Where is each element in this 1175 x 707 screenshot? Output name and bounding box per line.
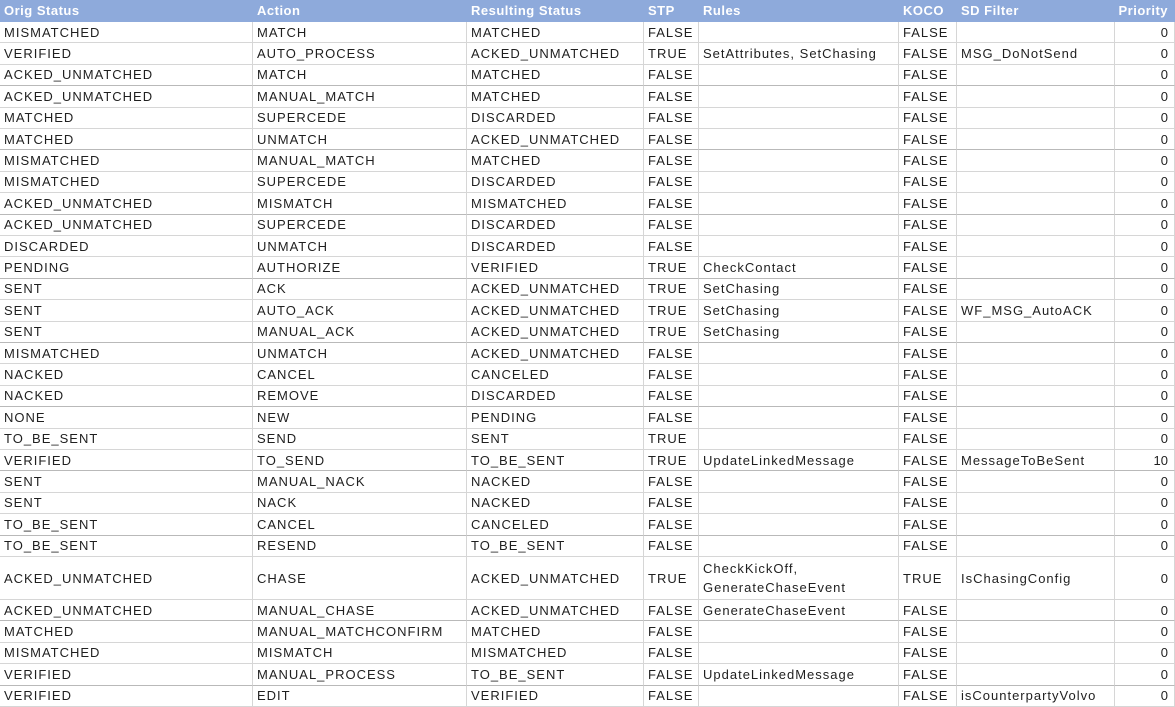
sd-filter-cell[interactable] [957, 429, 1115, 450]
action-cell[interactable]: MANUAL_ACK [253, 322, 467, 343]
table-row [0, 664, 1175, 685]
orig-status-cell[interactable]: SENT [0, 493, 253, 514]
table-row [0, 279, 1175, 300]
orig-status-cell[interactable]: ACKED_UNMATCHED [0, 557, 253, 600]
priority-cell[interactable]: 0 [1115, 108, 1175, 129]
priority-cell[interactable]: 0 [1115, 193, 1175, 214]
action-cell[interactable]: EDIT [253, 686, 467, 707]
sd-filter-cell[interactable] [957, 236, 1115, 257]
stp-cell[interactable]: FALSE [644, 236, 699, 257]
action-cell[interactable]: MANUAL_MATCH [253, 86, 467, 107]
action-cell[interactable]: MISMATCH [253, 193, 467, 214]
table-row [0, 22, 1175, 43]
rules-cell[interactable]: SetChasing [699, 322, 899, 343]
rules-cell[interactable] [699, 172, 899, 193]
koco-cell[interactable]: FALSE [899, 300, 957, 321]
action-cell[interactable]: SUPERCEDE [253, 172, 467, 193]
koco-cell[interactable]: FALSE [899, 322, 957, 343]
action-cell[interactable]: CANCEL [253, 514, 467, 535]
action-cell[interactable]: UNMATCH [253, 129, 467, 150]
koco-cell[interactable]: FALSE [899, 514, 957, 535]
orig-status-cell[interactable]: MISMATCHED [0, 150, 253, 171]
priority-cell[interactable]: 0 [1115, 493, 1175, 514]
rules-cell[interactable] [699, 643, 899, 664]
resulting-status-cell[interactable]: SENT [467, 429, 644, 450]
stp-cell[interactable]: FALSE [644, 493, 699, 514]
sd-filter-cell[interactable]: IsChasingConfig [957, 557, 1115, 600]
stp-cell[interactable]: FALSE [644, 364, 699, 385]
rules-cell[interactable] [699, 150, 899, 171]
stp-cell[interactable]: FALSE [644, 108, 699, 129]
resulting-status-cell[interactable]: VERIFIED [467, 257, 644, 278]
orig-status-cell[interactable]: NONE [0, 407, 253, 428]
koco-cell[interactable]: FALSE [899, 257, 957, 278]
orig-status-cell[interactable]: TO_BE_SENT [0, 514, 253, 535]
orig-status-cell[interactable]: ACKED_UNMATCHED [0, 65, 253, 86]
orig-status-cell[interactable]: NACKED [0, 364, 253, 385]
sd-filter-cell[interactable] [957, 343, 1115, 364]
orig-status-cell[interactable]: SENT [0, 300, 253, 321]
table-header-row [0, 0, 1175, 22]
header-priority[interactable]: Priority [1115, 0, 1175, 22]
priority-cell[interactable]: 0 [1115, 300, 1175, 321]
sd-filter-cell[interactable] [957, 514, 1115, 535]
stp-cell[interactable]: TRUE [644, 450, 699, 471]
table-row [0, 65, 1175, 86]
resulting-status-cell[interactable]: TO_BE_SENT [467, 536, 644, 557]
koco-cell[interactable]: FALSE [899, 407, 957, 428]
table-row [0, 471, 1175, 492]
koco-cell[interactable]: FALSE [899, 600, 957, 621]
stp-cell[interactable]: FALSE [644, 514, 699, 535]
resulting-status-cell[interactable]: MATCHED [467, 621, 644, 642]
rules-cell[interactable]: GenerateChaseEvent [699, 600, 899, 621]
stp-cell[interactable]: FALSE [644, 643, 699, 664]
action-cell[interactable]: MANUAL_PROCESS [253, 664, 467, 685]
priority-cell[interactable]: 0 [1115, 257, 1175, 278]
orig-status-cell[interactable]: VERIFIED [0, 686, 253, 707]
table-row [0, 43, 1175, 64]
resulting-status-cell[interactable]: MATCHED [467, 86, 644, 107]
priority-cell[interactable]: 0 [1115, 600, 1175, 621]
table-row [0, 364, 1175, 385]
stp-cell[interactable]: TRUE [644, 43, 699, 64]
sd-filter-cell[interactable] [957, 643, 1115, 664]
stp-cell[interactable]: FALSE [644, 65, 699, 86]
priority-cell[interactable]: 0 [1115, 279, 1175, 300]
koco-cell[interactable]: FALSE [899, 150, 957, 171]
rules-cell[interactable]: SetAttributes, SetChasing [699, 43, 899, 64]
priority-cell[interactable]: 0 [1115, 236, 1175, 257]
sd-filter-cell[interactable] [957, 257, 1115, 278]
rules-cell[interactable]: UpdateLinkedMessage [699, 664, 899, 685]
sd-filter-cell[interactable] [957, 215, 1115, 236]
resulting-status-cell[interactable]: DISCARDED [467, 386, 644, 407]
orig-status-cell[interactable]: SENT [0, 322, 253, 343]
action-cell[interactable]: NACK [253, 493, 467, 514]
koco-cell[interactable]: FALSE [899, 493, 957, 514]
resulting-status-cell[interactable]: TO_BE_SENT [467, 664, 644, 685]
priority-cell[interactable]: 0 [1115, 343, 1175, 364]
koco-cell[interactable]: FALSE [899, 43, 957, 64]
table-row [0, 322, 1175, 343]
action-cell[interactable]: SUPERCEDE [253, 215, 467, 236]
priority-cell[interactable]: 0 [1115, 86, 1175, 107]
resulting-status-cell[interactable]: ACKED_UNMATCHED [467, 322, 644, 343]
priority-cell[interactable]: 0 [1115, 536, 1175, 557]
rules-cell[interactable] [699, 429, 899, 450]
sd-filter-cell[interactable]: WF_MSG_AutoACK [957, 300, 1115, 321]
koco-cell[interactable]: FALSE [899, 279, 957, 300]
sd-filter-cell[interactable] [957, 407, 1115, 428]
resulting-status-cell[interactable]: ACKED_UNMATCHED [467, 557, 644, 600]
orig-status-cell[interactable]: MISMATCHED [0, 172, 253, 193]
sd-filter-cell[interactable] [957, 621, 1115, 642]
koco-cell[interactable]: TRUE [899, 557, 957, 600]
rules-cell[interactable] [699, 621, 899, 642]
resulting-status-cell[interactable]: MATCHED [467, 150, 644, 171]
sd-filter-cell[interactable] [957, 150, 1115, 171]
stp-cell[interactable]: TRUE [644, 557, 699, 600]
rules-cell[interactable] [699, 514, 899, 535]
orig-status-cell[interactable]: PENDING [0, 257, 253, 278]
priority-cell[interactable]: 0 [1115, 129, 1175, 150]
resulting-status-cell[interactable]: CANCELED [467, 364, 644, 385]
rules-cell[interactable] [699, 108, 899, 129]
rules-cell[interactable] [699, 65, 899, 86]
orig-status-cell[interactable]: NACKED [0, 386, 253, 407]
orig-status-cell[interactable]: VERIFIED [0, 664, 253, 685]
koco-cell[interactable]: FALSE [899, 664, 957, 685]
rules-cell[interactable] [699, 471, 899, 492]
action-cell[interactable]: CANCEL [253, 364, 467, 385]
action-cell[interactable]: CHASE [253, 557, 467, 600]
table-row [0, 193, 1175, 214]
table-row [0, 257, 1175, 278]
stp-cell[interactable]: FALSE [644, 471, 699, 492]
stp-cell[interactable]: FALSE [644, 193, 699, 214]
sd-filter-cell[interactable] [957, 322, 1115, 343]
resulting-status-cell[interactable]: MISMATCHED [467, 193, 644, 214]
priority-cell[interactable]: 0 [1115, 364, 1175, 385]
orig-status-cell[interactable]: DISCARDED [0, 236, 253, 257]
action-cell[interactable]: NEW [253, 407, 467, 428]
orig-status-cell[interactable]: MATCHED [0, 108, 253, 129]
table-row [0, 557, 1175, 600]
sd-filter-cell[interactable] [957, 108, 1115, 129]
rules-cell[interactable] [699, 129, 899, 150]
header-stp[interactable]: STP [644, 0, 699, 22]
resulting-status-cell[interactable]: ACKED_UNMATCHED [467, 300, 644, 321]
table-row [0, 621, 1175, 642]
stp-cell[interactable]: FALSE [644, 386, 699, 407]
header-sd-filter[interactable]: SD Filter [957, 0, 1115, 22]
orig-status-cell[interactable]: MATCHED [0, 129, 253, 150]
orig-status-cell[interactable]: ACKED_UNMATCHED [0, 193, 253, 214]
orig-status-cell[interactable]: MATCHED [0, 621, 253, 642]
orig-status-cell[interactable]: MISMATCHED [0, 643, 253, 664]
rules-cell[interactable] [699, 407, 899, 428]
resulting-status-cell[interactable]: DISCARDED [467, 172, 644, 193]
koco-cell[interactable]: FALSE [899, 429, 957, 450]
priority-cell[interactable]: 0 [1115, 172, 1175, 193]
sd-filter-cell[interactable] [957, 536, 1115, 557]
resulting-status-cell[interactable]: TO_BE_SENT [467, 450, 644, 471]
koco-cell[interactable]: FALSE [899, 86, 957, 107]
table-row [0, 493, 1175, 514]
koco-cell[interactable]: FALSE [899, 450, 957, 471]
resulting-status-cell[interactable]: MISMATCHED [467, 643, 644, 664]
action-cell[interactable]: REMOVE [253, 386, 467, 407]
priority-cell[interactable]: 0 [1115, 322, 1175, 343]
table-row [0, 600, 1175, 621]
priority-cell[interactable]: 0 [1115, 643, 1175, 664]
priority-cell[interactable]: 0 [1115, 407, 1175, 428]
action-cell[interactable]: ACK [253, 279, 467, 300]
rules-cell[interactable] [699, 536, 899, 557]
sd-filter-cell[interactable] [957, 279, 1115, 300]
resulting-status-cell[interactable]: DISCARDED [467, 108, 644, 129]
priority-cell[interactable]: 0 [1115, 386, 1175, 407]
table-row [0, 386, 1175, 407]
header-orig-status[interactable]: Orig Status [0, 0, 253, 22]
orig-status-cell[interactable]: VERIFIED [0, 450, 253, 471]
stp-cell[interactable]: FALSE [644, 129, 699, 150]
priority-cell[interactable]: 0 [1115, 65, 1175, 86]
priority-cell[interactable]: 0 [1115, 429, 1175, 450]
action-cell[interactable]: MISMATCH [253, 643, 467, 664]
sd-filter-cell[interactable] [957, 471, 1115, 492]
header-koco[interactable]: KOCO [899, 0, 957, 22]
koco-cell[interactable]: FALSE [899, 22, 957, 43]
resulting-status-cell[interactable]: ACKED_UNMATCHED [467, 129, 644, 150]
rules-cell[interactable]: SetChasing [699, 300, 899, 321]
koco-cell[interactable]: FALSE [899, 536, 957, 557]
table-row [0, 172, 1175, 193]
stp-cell[interactable]: FALSE [644, 172, 699, 193]
header-rules[interactable]: Rules [699, 0, 899, 22]
table-row [0, 129, 1175, 150]
koco-cell[interactable]: FALSE [899, 686, 957, 707]
priority-cell[interactable]: 0 [1115, 664, 1175, 685]
rules-cell[interactable] [699, 86, 899, 107]
sd-filter-cell[interactable] [957, 22, 1115, 43]
rules-cell[interactable] [699, 686, 899, 707]
koco-cell[interactable]: FALSE [899, 108, 957, 129]
action-cell[interactable]: MANUAL_CHASE [253, 600, 467, 621]
resulting-status-cell[interactable]: ACKED_UNMATCHED [467, 343, 644, 364]
action-cell[interactable]: RESEND [253, 536, 467, 557]
orig-status-cell[interactable]: VERIFIED [0, 43, 253, 64]
orig-status-cell[interactable]: ACKED_UNMATCHED [0, 600, 253, 621]
priority-cell[interactable]: 0 [1115, 471, 1175, 492]
sd-filter-cell[interactable]: MessageToBeSent [957, 450, 1115, 471]
action-cell[interactable]: MANUAL_MATCHCONFIRM [253, 621, 467, 642]
priority-cell[interactable]: 0 [1115, 43, 1175, 64]
orig-status-cell[interactable]: SENT [0, 471, 253, 492]
stp-cell[interactable]: FALSE [644, 86, 699, 107]
stp-cell[interactable]: TRUE [644, 429, 699, 450]
rules-cell[interactable] [699, 493, 899, 514]
priority-cell[interactable]: 0 [1115, 686, 1175, 707]
sd-filter-cell[interactable] [957, 129, 1115, 150]
action-cell[interactable]: AUTO_ACK [253, 300, 467, 321]
table-row [0, 86, 1175, 107]
koco-cell[interactable]: FALSE [899, 643, 957, 664]
sd-filter-cell[interactable] [957, 65, 1115, 86]
stp-cell[interactable]: FALSE [644, 600, 699, 621]
priority-cell[interactable]: 10 [1115, 450, 1175, 471]
table-row [0, 450, 1175, 471]
orig-status-cell[interactable]: TO_BE_SENT [0, 429, 253, 450]
priority-cell[interactable]: 0 [1115, 22, 1175, 43]
rules-cell[interactable] [699, 193, 899, 214]
rules-cell[interactable]: CheckContact [699, 257, 899, 278]
table-row [0, 108, 1175, 129]
rules-cell[interactable] [699, 236, 899, 257]
table-row [0, 215, 1175, 236]
resulting-status-cell[interactable]: DISCARDED [467, 215, 644, 236]
sd-filter-cell[interactable]: isCounterpartyVolvo [957, 686, 1115, 707]
resulting-status-cell[interactable]: ACKED_UNMATCHED [467, 43, 644, 64]
table-row [0, 236, 1175, 257]
stp-cell[interactable]: TRUE [644, 257, 699, 278]
sd-filter-cell[interactable] [957, 664, 1115, 685]
action-cell[interactable]: AUTO_PROCESS [253, 43, 467, 64]
rules-cell[interactable]: CheckKickOff, GenerateChaseEvent [699, 557, 899, 600]
stp-cell[interactable]: FALSE [644, 22, 699, 43]
action-cell[interactable]: MATCH [253, 22, 467, 43]
sd-filter-cell[interactable] [957, 386, 1115, 407]
orig-status-cell[interactable]: ACKED_UNMATCHED [0, 86, 253, 107]
action-cell[interactable]: SEND [253, 429, 467, 450]
action-cell[interactable]: TO_SEND [253, 450, 467, 471]
stp-cell[interactable]: FALSE [644, 150, 699, 171]
sd-filter-cell[interactable] [957, 493, 1115, 514]
table-row [0, 407, 1175, 428]
sd-filter-cell[interactable] [957, 86, 1115, 107]
action-cell[interactable]: AUTHORIZE [253, 257, 467, 278]
koco-cell[interactable]: FALSE [899, 621, 957, 642]
stp-cell[interactable]: FALSE [644, 621, 699, 642]
koco-cell[interactable]: FALSE [899, 65, 957, 86]
table-row [0, 300, 1175, 321]
koco-cell[interactable]: FALSE [899, 193, 957, 214]
koco-cell[interactable]: FALSE [899, 386, 957, 407]
resulting-status-cell[interactable]: PENDING [467, 407, 644, 428]
koco-cell[interactable]: FALSE [899, 172, 957, 193]
action-cell[interactable]: MANUAL_NACK [253, 471, 467, 492]
stp-cell[interactable]: FALSE [644, 343, 699, 364]
stp-cell[interactable]: TRUE [644, 279, 699, 300]
orig-status-cell[interactable]: ACKED_UNMATCHED [0, 215, 253, 236]
table-row [0, 514, 1175, 535]
sd-filter-cell[interactable]: MSG_DoNotSend [957, 43, 1115, 64]
resulting-status-cell[interactable]: DISCARDED [467, 236, 644, 257]
priority-cell[interactable]: 0 [1115, 557, 1175, 600]
priority-cell[interactable]: 0 [1115, 621, 1175, 642]
koco-cell[interactable]: FALSE [899, 364, 957, 385]
stp-cell[interactable]: FALSE [644, 664, 699, 685]
resulting-status-cell[interactable]: VERIFIED [467, 686, 644, 707]
rules-cell[interactable] [699, 364, 899, 385]
table-row [0, 343, 1175, 364]
sd-filter-cell[interactable] [957, 600, 1115, 621]
table-row [0, 536, 1175, 557]
rules-cell[interactable] [699, 386, 899, 407]
stp-cell[interactable]: TRUE [644, 322, 699, 343]
koco-cell[interactable]: FALSE [899, 471, 957, 492]
orig-status-cell[interactable]: MISMATCHED [0, 343, 253, 364]
resulting-status-cell[interactable]: CANCELED [467, 514, 644, 535]
stp-cell[interactable]: FALSE [644, 407, 699, 428]
resulting-status-cell[interactable]: MATCHED [467, 22, 644, 43]
action-cell[interactable]: MATCH [253, 65, 467, 86]
sd-filter-cell[interactable] [957, 172, 1115, 193]
stp-cell[interactable]: FALSE [644, 536, 699, 557]
action-cell[interactable]: SUPERCEDE [253, 108, 467, 129]
rules-cell[interactable]: SetChasing [699, 279, 899, 300]
rules-cell[interactable] [699, 22, 899, 43]
stp-cell[interactable]: FALSE [644, 215, 699, 236]
orig-status-cell[interactable]: TO_BE_SENT [0, 536, 253, 557]
orig-status-cell[interactable]: SENT [0, 279, 253, 300]
orig-status-cell[interactable]: MISMATCHED [0, 22, 253, 43]
priority-cell[interactable]: 0 [1115, 215, 1175, 236]
header-action[interactable]: Action [253, 0, 467, 22]
rules-cell[interactable] [699, 215, 899, 236]
rules-cell[interactable] [699, 343, 899, 364]
stp-cell[interactable]: FALSE [644, 686, 699, 707]
rules-cell[interactable]: UpdateLinkedMessage [699, 450, 899, 471]
resulting-status-cell[interactable]: MATCHED [467, 65, 644, 86]
koco-cell[interactable]: FALSE [899, 215, 957, 236]
resulting-status-cell[interactable]: ACKED_UNMATCHED [467, 600, 644, 621]
table-row [0, 150, 1175, 171]
resulting-status-cell[interactable]: NACKED [467, 493, 644, 514]
priority-cell[interactable]: 0 [1115, 514, 1175, 535]
priority-cell[interactable]: 0 [1115, 150, 1175, 171]
action-cell[interactable]: UNMATCH [253, 343, 467, 364]
koco-cell[interactable]: FALSE [899, 343, 957, 364]
table-row [0, 643, 1175, 664]
koco-cell[interactable]: FALSE [899, 236, 957, 257]
action-cell[interactable]: MANUAL_MATCH [253, 150, 467, 171]
sd-filter-cell[interactable] [957, 193, 1115, 214]
action-cell[interactable]: UNMATCH [253, 236, 467, 257]
table-row [0, 686, 1175, 707]
header-resulting-status[interactable]: Resulting Status [467, 0, 644, 22]
resulting-status-cell[interactable]: ACKED_UNMATCHED [467, 279, 644, 300]
stp-cell[interactable]: TRUE [644, 300, 699, 321]
sd-filter-cell[interactable] [957, 364, 1115, 385]
koco-cell[interactable]: FALSE [899, 129, 957, 150]
resulting-status-cell[interactable]: NACKED [467, 471, 644, 492]
table-row [0, 429, 1175, 450]
